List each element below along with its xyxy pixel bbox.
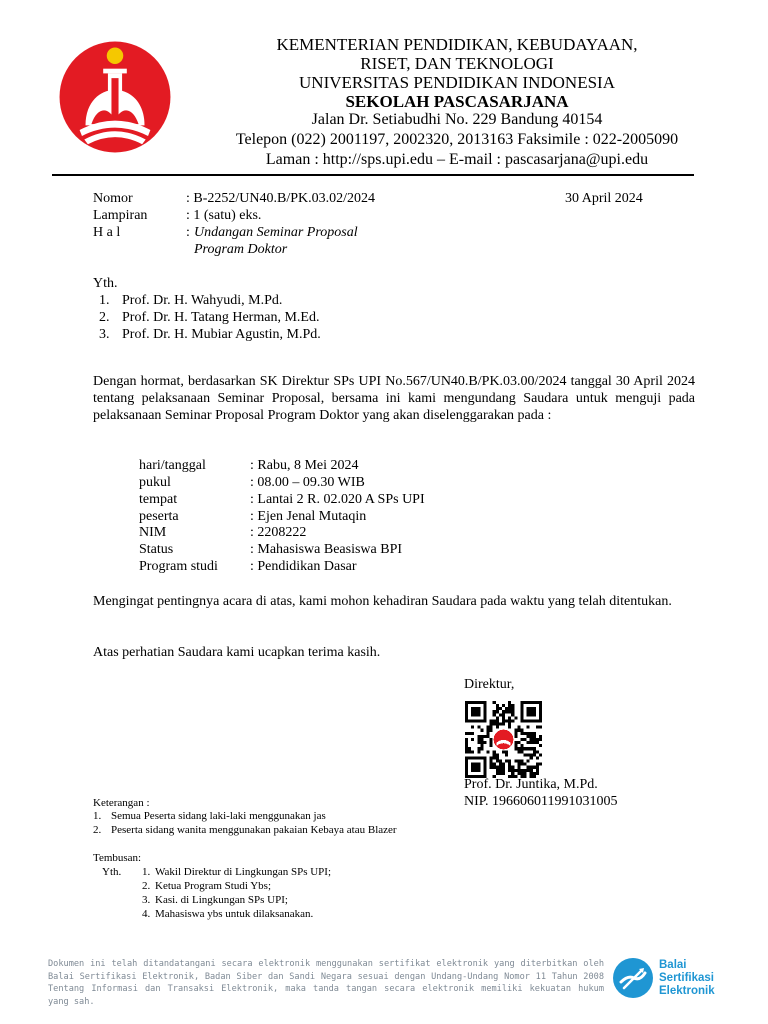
- cc-num: 4.: [142, 908, 151, 920]
- university-logo: [56, 38, 174, 156]
- note-num: 2.: [93, 824, 102, 836]
- detail-value: : Pendidikan Dasar: [250, 559, 357, 574]
- detail-label: NIM: [139, 525, 167, 540]
- nomor-value: : B-2252/UN40.B/PK.03.02/2024: [186, 191, 376, 206]
- note-text: Semua Peserta sidang laki-laki menggunakan jas: [111, 810, 326, 822]
- website-email: Laman : http://sps.upi.edu – E-mail : pascasarjana@upi.edu: [265, 151, 649, 168]
- recipient-name: Prof. Dr. H. Tatang Herman, M.Ed.: [122, 310, 320, 325]
- detail-label: peserta: [139, 509, 179, 524]
- letter-date: 30 April 2024: [565, 191, 643, 206]
- phone-fax: Telepon (022) 2001197, 2002320, 2013163 Faksimile : 022-2005090: [235, 131, 679, 148]
- qr-code: [465, 701, 542, 778]
- signatory-nip: NIP. 196606011991031005: [464, 794, 618, 809]
- cc-title: Tembusan:: [93, 852, 142, 864]
- cc-item: Wakil Direktur di Lingkungan SPs UPI;: [155, 866, 332, 878]
- ministry-name: KEMENTERIAN PENDIDIKAN, KEBUDAYAAN,: [276, 35, 638, 54]
- e-signature-disclaimer: Dokumen ini telah ditandatangani secara elektronik menggunakan sertifikat elektronik yang diterbitkan oleh Balai Sertifikasi Elektronik, Badan Siber dan Sandi Negara sesuai dengan Undang-Undang Nomor 11 Tahun 2008 Tentang Informasi dan Transaksi Elektronik, maka tanda tangan secara elektronik memiliki kekuatan hukum yang sah.: [48, 959, 604, 1007]
- note-num: 1.: [93, 810, 102, 822]
- bsre-logo-icon: [612, 957, 654, 999]
- bsre-line3: Elektronik: [659, 985, 715, 997]
- detail-label: Status: [139, 542, 174, 557]
- notes-title: Keterangan :: [93, 797, 150, 809]
- opening-paragraph: Dengan hormat, berdasarkan SK Direktur SPs UPI No.567/UN40.B/PK.03.00/2024 tanggal 30 April 2024 tentang pelaksanaan Seminar Proposal, bersama ini kami mengundang Saudara untuk menguji pada pelaksanaan Seminar Proposal Program Doktor yang akan diselenggarakan pada :: [93, 374, 695, 423]
- address: Jalan Dr. Setiabudhi No. 229 Bandung 40154: [311, 111, 603, 128]
- cc-yth: Yth.: [102, 866, 122, 878]
- detail-value: : Mahasiswa Beasiswa BPI: [250, 542, 403, 557]
- detail-value: : Rabu, 8 Mei 2024: [250, 458, 359, 473]
- bsre-logo-text: [659, 959, 715, 998]
- note-text: Peserta sidang wanita menggunakan pakaian Kebaya atau Blazer: [111, 824, 397, 836]
- cc-item: Kasi. di Lingkungan SPs UPI;: [155, 894, 288, 906]
- recipient-num: 1.: [99, 293, 110, 308]
- hal-value-line2: Program Doktor: [194, 242, 288, 257]
- lampiran-label: Lampiran: [93, 208, 148, 223]
- thanks-paragraph: Atas perhatian Saudara kami ucapkan terima kasih.: [93, 645, 381, 660]
- letterhead-divider: [52, 174, 694, 176]
- cc-item: Ketua Program Studi Ybs;: [155, 880, 271, 892]
- detail-label: tempat: [139, 492, 178, 507]
- recipient-name: Prof. Dr. H. Wahyudi, M.Pd.: [122, 293, 283, 308]
- hal-colon: :: [186, 225, 190, 240]
- hal-value: Undangan Seminar Proposal: [194, 225, 358, 240]
- detail-label: hari/tanggal: [139, 458, 206, 473]
- detail-value: : Ejen Jenal Mutaqin: [250, 509, 367, 524]
- salutation: Yth.: [93, 276, 118, 291]
- hal-label: H a l: [93, 225, 121, 240]
- detail-value: : 2208222: [250, 525, 307, 540]
- signatory-name: Prof. Dr. Juntika, M.Pd.: [464, 777, 598, 792]
- detail-label: Program studi: [139, 559, 218, 574]
- detail-value: : 08.00 – 09.30 WIB: [250, 475, 365, 490]
- ministry-name-line2: RISET, DAN TEKNOLOGI: [360, 54, 554, 73]
- school-name: SEKOLAH PASCASARJANA: [345, 92, 569, 111]
- detail-value: : Lantai 2 R. 02.020 A SPs UPI: [250, 492, 425, 507]
- bsre-line2: Sertifikasi: [659, 972, 714, 984]
- bsre-line1: Balai: [659, 959, 687, 971]
- closing-paragraph: Mengingat pentingnya acara di atas, kami mohon kehadiran Saudara pada waktu yang telah ditentukan.: [93, 594, 672, 609]
- signature-title: Direktur,: [464, 677, 515, 692]
- university-name: UNIVERSITAS PENDIDIKAN INDONESIA: [299, 73, 615, 92]
- nomor-label: Nomor: [93, 191, 133, 206]
- cc-num: 3.: [142, 894, 151, 906]
- cc-item: Mahasiswa ybs untuk dilaksanakan.: [155, 908, 314, 920]
- cc-num: 2.: [142, 880, 151, 892]
- recipient-name: Prof. Dr. H. Mubiar Agustin, M.Pd.: [122, 327, 321, 342]
- detail-label: pukul: [139, 475, 171, 490]
- lampiran-value: : 1 (satu) eks.: [186, 208, 262, 223]
- recipient-num: 3.: [99, 327, 110, 342]
- cc-num: 1.: [142, 866, 151, 878]
- recipient-num: 2.: [99, 310, 110, 325]
